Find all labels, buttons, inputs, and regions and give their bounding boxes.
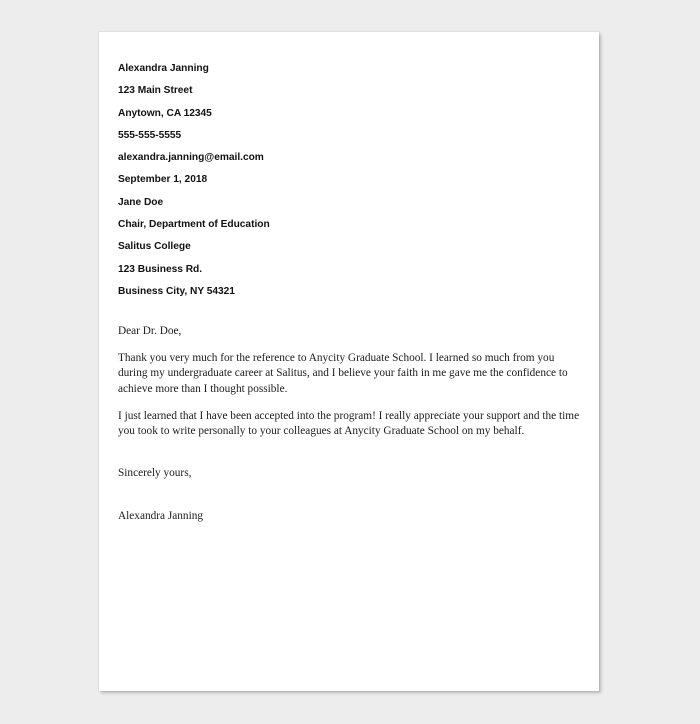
recipient-name: Jane Doe (118, 196, 164, 208)
recipient-city-state-zip: Business City, NY 54321 (118, 285, 235, 297)
letter-document-page (99, 32, 599, 691)
sender-phone: 555-555-5555 (118, 129, 182, 141)
letter-body (118, 324, 580, 524)
closing-salutation: Sincerely yours, (118, 467, 192, 480)
recipient-street: 123 Business Rd. (118, 263, 203, 275)
letter-date: September 1, 2018 (118, 174, 208, 186)
letterhead-block (118, 32, 580, 303)
letter-content (118, 32, 580, 524)
sender-name: Alexandra Janning (118, 63, 209, 74)
sender-email: alexandra.janning@email.com (118, 152, 264, 164)
salutation: Dear Dr. Doe, (118, 325, 182, 338)
signature-name: Alexandra Janning (118, 510, 204, 523)
body-paragraph-1: Thank you very much for the reference to Anycity Graduate School. I learned so much from you during my undergraduate career at Salitus, and I believe your faith in me gave me the confidence to achieve more than I thought possible. (118, 352, 568, 395)
recipient-title: Chair, Department of Education (118, 219, 270, 231)
sender-street: 123 Main Street (118, 85, 193, 97)
recipient-organization: Salitus College (118, 241, 191, 253)
body-paragraph-2: I just learned that I have been accepted into the program! I really appreciate your support and the time you took to write personally to your colleagues at Anycity Graduate School on my behalf. (118, 409, 580, 438)
sender-city-state-zip: Anytown, CA 12345 (118, 107, 212, 119)
